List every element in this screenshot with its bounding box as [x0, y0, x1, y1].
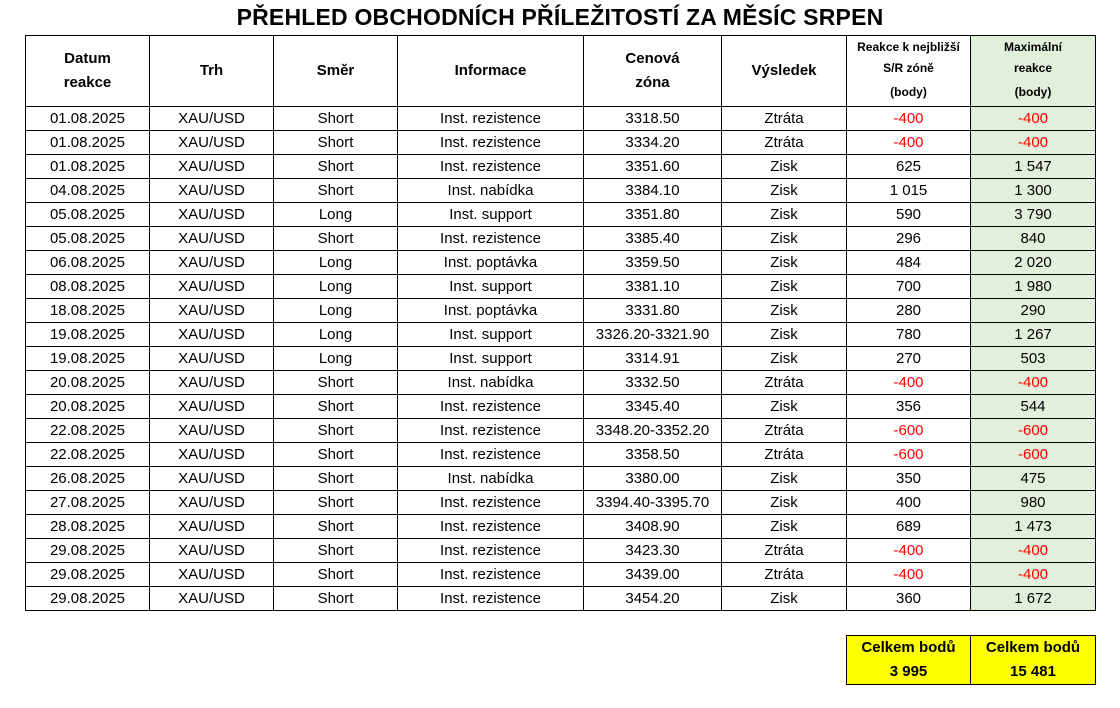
cell-result: Zisk	[722, 395, 847, 419]
cell-info: Inst. rezistence	[398, 539, 584, 563]
cell-info: Inst. rezistence	[398, 419, 584, 443]
cell-zone: 3408.90	[584, 515, 722, 539]
cell-direction: Short	[274, 539, 398, 563]
total-max-label: Celkem bodů	[985, 639, 1081, 656]
cell-market: XAU/USD	[150, 371, 274, 395]
cell-market: XAU/USD	[150, 203, 274, 227]
cell-zone: 3423.30	[584, 539, 722, 563]
cell-info: Inst. rezistence	[398, 515, 584, 539]
cell-zone: 3348.20-3352.20	[584, 419, 722, 443]
cell-date: 01.08.2025	[26, 155, 150, 179]
cell-zone: 3439.00	[584, 563, 722, 587]
cell-info: Inst. rezistence	[398, 107, 584, 131]
cell-info: Inst. nabídka	[398, 179, 584, 203]
cell-zone: 3326.20-3321.90	[584, 323, 722, 347]
cell-market: XAU/USD	[150, 251, 274, 275]
total-reaction-cell	[847, 636, 971, 685]
cell-info: Inst. support	[398, 347, 584, 371]
cell-market: XAU/USD	[150, 347, 274, 371]
table-row	[26, 227, 1096, 251]
cell-max-reaction: 1 672	[971, 587, 1096, 611]
cell-reaction: 280	[847, 299, 971, 323]
cell-max-reaction: 1 300	[971, 179, 1096, 203]
cell-max-reaction: 1 547	[971, 155, 1096, 179]
cell-info: Inst. nabídka	[398, 371, 584, 395]
cell-direction: Short	[274, 227, 398, 251]
cell-zone: 3394.40-3395.70	[584, 491, 722, 515]
cell-max-reaction: 3 790	[971, 203, 1096, 227]
cell-date: 20.08.2025	[26, 395, 150, 419]
cell-zone: 3332.50	[584, 371, 722, 395]
table-row	[26, 155, 1096, 179]
cell-zone: 3385.40	[584, 227, 722, 251]
cell-max-reaction: -400	[971, 371, 1096, 395]
cell-reaction: 689	[847, 515, 971, 539]
cell-date: 08.08.2025	[26, 275, 150, 299]
cell-max-reaction: -600	[971, 419, 1096, 443]
header-row	[26, 36, 1096, 107]
cell-market: XAU/USD	[150, 395, 274, 419]
cell-result: Ztráta	[722, 131, 847, 155]
cell-result: Ztráta	[722, 371, 847, 395]
cell-direction: Long	[274, 203, 398, 227]
cell-max-reaction: 544	[971, 395, 1096, 419]
cell-info: Inst. poptávka	[398, 299, 584, 323]
cell-max-reaction: 503	[971, 347, 1096, 371]
cell-market: XAU/USD	[150, 107, 274, 131]
cell-result: Zisk	[722, 227, 847, 251]
cell-market: XAU/USD	[150, 467, 274, 491]
table-row	[26, 347, 1096, 371]
cell-reaction: -400	[847, 107, 971, 131]
cell-info: Inst. rezistence	[398, 491, 584, 515]
table-row	[26, 299, 1096, 323]
table-row	[26, 467, 1096, 491]
table-row	[26, 419, 1096, 443]
cell-direction: Long	[274, 323, 398, 347]
cell-max-reaction: -600	[971, 443, 1096, 467]
table-row	[26, 443, 1096, 467]
cell-info: Inst. rezistence	[398, 443, 584, 467]
cell-date: 29.08.2025	[26, 563, 150, 587]
cell-date: 05.08.2025	[26, 227, 150, 251]
cell-reaction: -400	[847, 371, 971, 395]
cell-zone: 3358.50	[584, 443, 722, 467]
cell-direction: Short	[274, 107, 398, 131]
header-date: Datum reakce	[26, 36, 150, 107]
cell-market: XAU/USD	[150, 323, 274, 347]
cell-date: 01.08.2025	[26, 107, 150, 131]
cell-direction: Short	[274, 131, 398, 155]
cell-market: XAU/USD	[150, 131, 274, 155]
cell-zone: 3380.00	[584, 467, 722, 491]
cell-reaction: 484	[847, 251, 971, 275]
table-row	[26, 491, 1096, 515]
table-row	[26, 251, 1096, 275]
cell-direction: Short	[274, 395, 398, 419]
cell-zone: 3314.91	[584, 347, 722, 371]
cell-date: 05.08.2025	[26, 203, 150, 227]
opportunities-table	[25, 35, 1096, 611]
totals-table	[846, 635, 1096, 685]
cell-max-reaction: 1 267	[971, 323, 1096, 347]
cell-info: Inst. support	[398, 323, 584, 347]
cell-reaction: 296	[847, 227, 971, 251]
cell-date: 29.08.2025	[26, 539, 150, 563]
cell-reaction: 625	[847, 155, 971, 179]
cell-reaction: 350	[847, 467, 971, 491]
cell-result: Zisk	[722, 251, 847, 275]
header-reaction: Reakce k nejbližší S/R zóně (body)	[847, 36, 971, 107]
cell-info: Inst. rezistence	[398, 563, 584, 587]
cell-direction: Long	[274, 275, 398, 299]
cell-zone: 3351.60	[584, 155, 722, 179]
cell-info: Inst. nabídka	[398, 467, 584, 491]
cell-zone: 3384.10	[584, 179, 722, 203]
cell-direction: Short	[274, 179, 398, 203]
table-row	[26, 203, 1096, 227]
header-direction: Směr	[274, 36, 398, 107]
cell-date: 18.08.2025	[26, 299, 150, 323]
cell-result: Ztráta	[722, 539, 847, 563]
cell-result: Zisk	[722, 155, 847, 179]
cell-info: Inst. rezistence	[398, 131, 584, 155]
cell-reaction: 700	[847, 275, 971, 299]
cell-direction: Short	[274, 563, 398, 587]
table-row	[26, 131, 1096, 155]
cell-max-reaction: 1 980	[971, 275, 1096, 299]
cell-zone: 3351.80	[584, 203, 722, 227]
cell-direction: Short	[274, 443, 398, 467]
cell-date: 19.08.2025	[26, 323, 150, 347]
cell-date: 04.08.2025	[26, 179, 150, 203]
cell-result: Zisk	[722, 323, 847, 347]
table-row	[26, 515, 1096, 539]
cell-direction: Short	[274, 467, 398, 491]
cell-result: Zisk	[722, 299, 847, 323]
cell-info: Inst. rezistence	[398, 395, 584, 419]
page-title: PŘEHLED OBCHODNÍCH PŘÍLEŽITOSTÍ ZA MĚSÍC SRPEN	[236, 4, 884, 30]
cell-reaction: 400	[847, 491, 971, 515]
cell-max-reaction: -400	[971, 107, 1096, 131]
cell-max-reaction: 290	[971, 299, 1096, 323]
cell-direction: Short	[274, 491, 398, 515]
cell-info: Inst. rezistence	[398, 227, 584, 251]
cell-info: Inst. rezistence	[398, 155, 584, 179]
cell-market: XAU/USD	[150, 155, 274, 179]
cell-zone: 3381.10	[584, 275, 722, 299]
cell-direction: Short	[274, 371, 398, 395]
cell-max-reaction: -400	[971, 131, 1096, 155]
cell-max-reaction: 2 020	[971, 251, 1096, 275]
cell-direction: Short	[274, 419, 398, 443]
table-body	[26, 107, 1096, 611]
cell-result: Zisk	[722, 587, 847, 611]
table-row	[26, 587, 1096, 611]
header-info: Informace	[398, 36, 584, 107]
cell-direction: Long	[274, 347, 398, 371]
cell-result: Zisk	[722, 347, 847, 371]
cell-result: Ztráta	[722, 443, 847, 467]
cell-info: Inst. support	[398, 203, 584, 227]
cell-date: 20.08.2025	[26, 371, 150, 395]
cell-market: XAU/USD	[150, 491, 274, 515]
cell-date: 29.08.2025	[26, 587, 150, 611]
cell-result: Zisk	[722, 179, 847, 203]
header-zone: Cenová zóna	[584, 36, 722, 107]
cell-result: Ztráta	[722, 107, 847, 131]
cell-zone: 3331.80	[584, 299, 722, 323]
cell-reaction: -400	[847, 563, 971, 587]
table-row	[26, 323, 1096, 347]
cell-direction: Short	[274, 587, 398, 611]
cell-result: Zisk	[722, 203, 847, 227]
table-row	[26, 395, 1096, 419]
cell-market: XAU/USD	[150, 587, 274, 611]
cell-direction: Short	[274, 515, 398, 539]
cell-reaction: 780	[847, 323, 971, 347]
cell-reaction: -400	[847, 131, 971, 155]
cell-market: XAU/USD	[150, 563, 274, 587]
cell-info: Inst. support	[398, 275, 584, 299]
cell-reaction: -600	[847, 419, 971, 443]
cell-market: XAU/USD	[150, 443, 274, 467]
total-max-value: 15 481	[1010, 663, 1056, 680]
cell-zone: 3454.20	[584, 587, 722, 611]
table-row	[26, 563, 1096, 587]
cell-max-reaction: -400	[971, 539, 1096, 563]
cell-reaction: -400	[847, 539, 971, 563]
cell-direction: Long	[274, 299, 398, 323]
total-reaction-label: Celkem bodů	[861, 639, 956, 656]
cell-market: XAU/USD	[150, 299, 274, 323]
cell-max-reaction: -400	[971, 563, 1096, 587]
cell-result: Zisk	[722, 491, 847, 515]
cell-date: 01.08.2025	[26, 131, 150, 155]
cell-info: Inst. poptávka	[398, 251, 584, 275]
table-row	[26, 539, 1096, 563]
cell-reaction: 360	[847, 587, 971, 611]
cell-result: Ztráta	[722, 419, 847, 443]
header-result: Výsledek	[722, 36, 847, 107]
header-max-reaction: Maximální reakce (body)	[971, 36, 1096, 107]
cell-date: 06.08.2025	[26, 251, 150, 275]
cell-direction: Short	[274, 155, 398, 179]
cell-zone: 3359.50	[584, 251, 722, 275]
total-reaction-value: 3 995	[889, 663, 928, 680]
cell-market: XAU/USD	[150, 227, 274, 251]
table-row	[26, 107, 1096, 131]
cell-result: Zisk	[722, 515, 847, 539]
cell-reaction: 1 015	[847, 179, 971, 203]
cell-max-reaction: 840	[971, 227, 1096, 251]
cell-max-reaction: 1 473	[971, 515, 1096, 539]
cell-date: 22.08.2025	[26, 419, 150, 443]
cell-max-reaction: 475	[971, 467, 1096, 491]
cell-reaction: 356	[847, 395, 971, 419]
cell-market: XAU/USD	[150, 539, 274, 563]
table-row	[26, 371, 1096, 395]
cell-max-reaction: 980	[971, 491, 1096, 515]
cell-result: Ztráta	[722, 563, 847, 587]
cell-market: XAU/USD	[150, 179, 274, 203]
cell-zone: 3318.50	[584, 107, 722, 131]
cell-reaction: -600	[847, 443, 971, 467]
cell-reaction: 590	[847, 203, 971, 227]
cell-date: 26.08.2025	[26, 467, 150, 491]
table-row	[26, 275, 1096, 299]
cell-date: 28.08.2025	[26, 515, 150, 539]
header-market: Trh	[150, 36, 274, 107]
total-max-cell	[971, 636, 1096, 685]
table-row	[26, 179, 1096, 203]
cell-direction: Long	[274, 251, 398, 275]
cell-market: XAU/USD	[150, 275, 274, 299]
cell-result: Zisk	[722, 467, 847, 491]
cell-date: 22.08.2025	[26, 443, 150, 467]
cell-market: XAU/USD	[150, 419, 274, 443]
cell-zone: 3334.20	[584, 131, 722, 155]
cell-info: Inst. rezistence	[398, 587, 584, 611]
cell-result: Zisk	[722, 275, 847, 299]
cell-zone: 3345.40	[584, 395, 722, 419]
cell-reaction: 270	[847, 347, 971, 371]
cell-date: 19.08.2025	[26, 347, 150, 371]
cell-date: 27.08.2025	[26, 491, 150, 515]
cell-market: XAU/USD	[150, 515, 274, 539]
